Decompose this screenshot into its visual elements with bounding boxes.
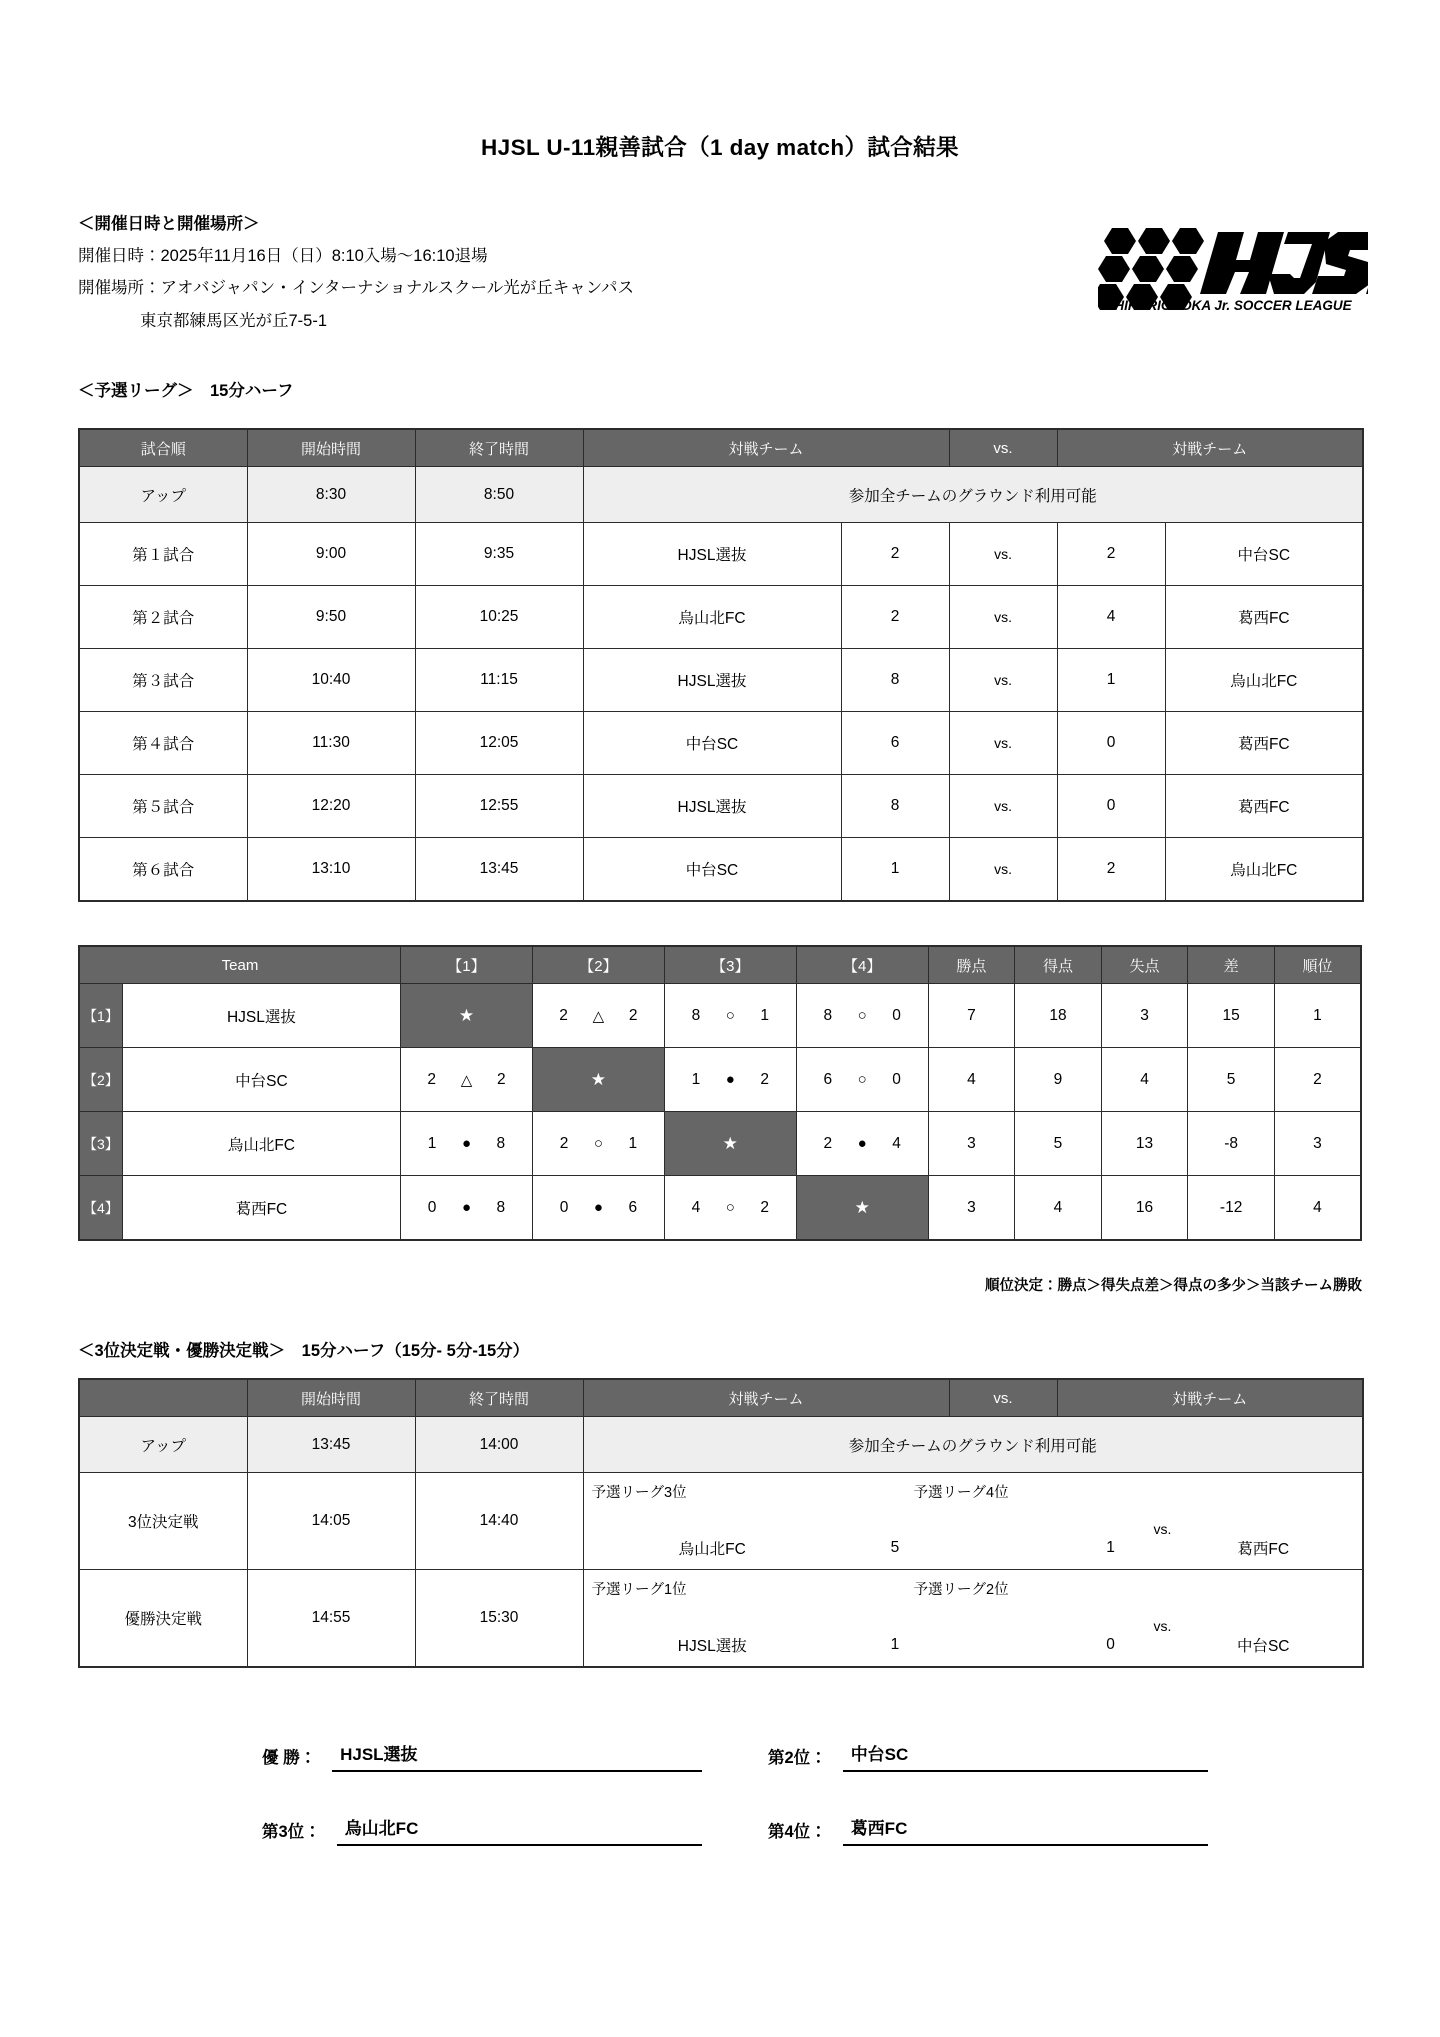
match-start: 9:50 [247,586,415,649]
result-cell [532,1112,664,1176]
col-team-a: 対戦チーム [583,429,949,467]
row-index: 【4】 [79,1176,122,1241]
preliminary-heading: ＜予選リーグ＞ 15分ハーフ [78,382,294,400]
page-title: HJSL U-11親善試合（1 day match）試合結果 [481,135,959,160]
row-points: 7 [928,984,1015,1048]
event-datetime: 開催日時：2025年11月16日（日）8:10入場～16:10退場 [78,247,488,266]
row-points: 4 [928,1048,1015,1112]
match-end: 12:55 [415,775,583,838]
row-rank: 3 [1274,1112,1361,1176]
match-order: 第１試合 [79,523,247,586]
match-score-b: 0 [1057,775,1165,838]
warmup-end: 14:00 [415,1417,583,1473]
col-opp-3: 【3】 [664,946,796,984]
row-diff: -12 [1188,1176,1275,1241]
result-mark-win-icon: ○ [857,1071,867,1088]
table-row [79,586,1363,649]
table-row [79,1570,1363,1668]
match-score-a: 8 [841,775,949,838]
award-value-line [843,1740,1208,1772]
row-team: 葛西FC [122,1176,400,1241]
result-ga: 1 [628,1134,638,1152]
row-points: 3 [928,1112,1015,1176]
match-order: 優勝決定戦 [79,1570,247,1668]
awards-row-bottom [78,1814,1362,1846]
result-mark-loss-icon: ● [593,1199,603,1216]
match-vs: vs. [949,712,1057,775]
result-gf: 0 [427,1198,437,1216]
match-score-a: 5 [890,1539,900,1556]
col-opp-4: 【4】 [796,946,928,984]
result-gf: 1 [427,1134,437,1152]
row-goals-against: 3 [1101,984,1188,1048]
result-cell [401,1112,533,1176]
match-vs: vs. [949,586,1057,649]
match-team-a: 烏山北FC [678,1541,746,1558]
result-ga: 8 [496,1198,506,1216]
match-team-b: 烏山北FC [1165,838,1363,902]
result-cell [796,1048,928,1112]
row-diff: -8 [1188,1112,1275,1176]
qualifier-caption-b: 予選リーグ4位 [913,1485,1009,1501]
table-row [79,1176,1361,1241]
warmup-note: 参加全チームのグラウンド利用可能 [583,1417,1363,1473]
col-end: 終了時間 [415,429,583,467]
col-goals-against: 失点 [1101,946,1188,984]
match-team-a: 中台SC [583,712,841,775]
award-value-line [332,1740,702,1772]
match-score-b: 0 [1106,1636,1115,1653]
match-order: 第６試合 [79,838,247,902]
match-start: 14:55 [247,1570,415,1668]
row-rank: 1 [1274,984,1361,1048]
row-points: 3 [928,1176,1015,1241]
result-self: ★ [664,1112,796,1176]
result-gf: 8 [823,1006,833,1024]
match-end: 13:45 [415,838,583,902]
match-detail-cell [583,1473,1363,1570]
result-gf: 1 [691,1070,701,1088]
table-header-row [79,429,1363,467]
result-cell [796,984,928,1048]
row-team: 中台SC [122,1048,400,1112]
match-start: 12:20 [247,775,415,838]
col-opp-2: 【2】 [532,946,664,984]
match-order: 第２試合 [79,586,247,649]
col-points: 勝点 [928,946,1015,984]
event-info-heading: ＜開催日時と開催場所＞ [78,215,260,233]
match-team-b: 中台SC [1236,1638,1290,1655]
warmup-start: 13:45 [247,1417,415,1473]
table-row [79,523,1363,586]
event-info [78,208,634,337]
hjsl-logo [1098,222,1368,314]
result-mark-loss-icon: ● [461,1135,471,1152]
match-start: 11:30 [247,712,415,775]
result-self: ★ [532,1048,664,1112]
qualifier-caption-b: 予選リーグ2位 [913,1582,1009,1598]
result-ga: 2 [496,1070,506,1088]
row-diff: 15 [1188,984,1275,1048]
award-value-line [337,1814,702,1846]
row-index: 【3】 [79,1112,122,1176]
match-end: 11:15 [415,649,583,712]
result-gf: 2 [559,1006,568,1024]
warmup-note: 参加全チームのグラウンド利用可能 [583,467,1363,523]
result-gf: 2 [427,1070,436,1088]
match-score-b: 2 [1057,838,1165,902]
match-order: 第４試合 [79,712,247,775]
result-cell [532,1176,664,1241]
warmup-end: 8:50 [415,467,583,523]
match-start: 10:40 [247,649,415,712]
match-score-a: 6 [841,712,949,775]
result-mark-win-icon: ○ [593,1135,603,1152]
table-row [79,1112,1361,1176]
match-score-a: 2 [841,586,949,649]
col-team-a: 対戦チーム [583,1379,949,1417]
match-score-b: 0 [1057,712,1165,775]
result-mark-draw-icon: △ [592,1007,605,1025]
table-row [79,775,1363,838]
col-start: 開始時間 [247,429,415,467]
result-ga: 2 [760,1070,769,1088]
match-vs: vs. [1153,1618,1172,1634]
award-team: 葛西FC [850,1819,908,1838]
result-cell [664,1048,796,1112]
row-rank: 4 [1274,1176,1361,1241]
col-end: 終了時間 [415,1379,583,1417]
result-ga: 1 [760,1006,769,1024]
result-mark-win-icon: ○ [857,1007,867,1024]
match-end: 9:35 [415,523,583,586]
result-ga: 2 [628,1006,638,1024]
match-team-a: HJSL選抜 [583,649,841,712]
table-row [79,984,1361,1048]
match-team-b: 葛西FC [1165,775,1363,838]
match-start: 13:10 [247,838,415,902]
result-ga: 8 [496,1134,506,1152]
award-label: 第4位： [768,1823,827,1841]
result-cell [664,984,796,1048]
match-order: 第３試合 [79,649,247,712]
col-vs: vs. [949,429,1057,467]
table-row [79,649,1363,712]
match-score-b: 4 [1057,586,1165,649]
result-mark-win-icon: ○ [725,1007,735,1024]
event-venue: 開催場所：アオバジャパン・インターナショナルスクール光が丘キャンパス [78,279,635,298]
match-vs: vs. [949,775,1057,838]
match-start: 9:00 [247,523,415,586]
match-vs: vs. [1153,1521,1172,1537]
match-score-b: 2 [1057,523,1165,586]
row-goals-for: 5 [1015,1112,1102,1176]
match-order: 第５試合 [79,775,247,838]
result-mark-loss-icon: ● [857,1135,867,1152]
award-team: HJSL選抜 [340,1745,418,1764]
match-score-a: 1 [841,838,949,902]
result-ga: 0 [892,1070,901,1088]
awards-section [78,1740,1362,1888]
result-gf: 4 [691,1198,701,1216]
result-gf: 2 [823,1134,833,1152]
col-team-b: 対戦チーム [1057,1379,1363,1417]
award-second-place [768,1740,1208,1772]
result-cell [532,984,664,1048]
match-start: 14:05 [247,1473,415,1570]
result-mark-draw-icon: △ [460,1071,473,1089]
result-self: ★ [401,984,533,1048]
qualifier-caption-a: 予選リーグ3位 [591,1485,687,1501]
col-order [79,1379,247,1417]
match-end: 15:30 [415,1570,583,1668]
match-vs: vs. [949,838,1057,902]
result-gf: 8 [691,1006,701,1024]
warmup-order: アップ [79,1417,247,1473]
match-score-a: 2 [841,523,949,586]
event-address: 東京都練馬区光が丘7-5-1 [140,311,328,330]
row-diff: 5 [1188,1048,1275,1112]
award-team: 烏山北FC [344,1819,419,1838]
match-team-a: HJSL選抜 [677,1638,747,1655]
match-vs: vs. [949,649,1057,712]
match-detail-cell [583,1570,1363,1668]
row-rank: 2 [1274,1048,1361,1112]
col-diff: 差 [1188,946,1275,984]
table-row [79,1473,1363,1570]
col-opp-1: 【1】 [401,946,533,984]
award-champion [262,1740,702,1772]
col-vs: vs. [949,1379,1057,1417]
result-gf: 0 [559,1198,569,1216]
row-goals-against: 13 [1101,1112,1188,1176]
result-ga: 6 [628,1198,638,1216]
match-team-b: 烏山北FC [1165,649,1363,712]
match-vs: vs. [949,523,1057,586]
match-end: 10:25 [415,586,583,649]
match-team-a: 烏山北FC [583,586,841,649]
row-goals-against: 4 [1101,1048,1188,1112]
qualifier-caption-a: 予選リーグ1位 [591,1582,687,1598]
final-round-schedule-table [78,1378,1364,1668]
award-label: 第2位： [768,1749,827,1767]
final-round-heading: ＜3位決定戦・優勝決定戦＞ 15分ハーフ（15分- 5分-15分） [78,1342,530,1360]
awards-row-top [78,1740,1362,1772]
result-ga: 2 [760,1198,769,1216]
table-row [79,838,1363,902]
row-index: 【1】 [79,984,122,1048]
match-score-a: 1 [890,1636,900,1653]
result-cell [401,1176,533,1241]
award-third-place [262,1814,702,1846]
col-goals-for: 得点 [1015,946,1102,984]
match-team-a: 中台SC [583,838,841,902]
col-team-b: 対戦チーム [1057,429,1363,467]
warmup-row [79,1417,1363,1473]
preliminary-schedule-table [78,428,1364,902]
match-team-b: 中台SC [1165,523,1363,586]
row-goals-against: 16 [1101,1176,1188,1241]
row-team: HJSL選抜 [122,984,400,1048]
result-cell [664,1176,796,1241]
result-ga: 4 [892,1134,901,1152]
col-rank: 順位 [1274,946,1361,984]
match-team-b: 葛西FC [1165,586,1363,649]
col-start: 開始時間 [247,1379,415,1417]
match-team-a: HJSL選抜 [583,775,841,838]
col-order: 試合順 [79,429,247,467]
hjsl-logo-icon [1098,222,1368,314]
match-end: 12:05 [415,712,583,775]
match-end: 14:40 [415,1473,583,1570]
result-mark-win-icon: ○ [725,1199,735,1216]
result-self: ★ [796,1176,928,1241]
match-score-b: 1 [1057,649,1165,712]
result-mark-loss-icon: ● [461,1199,471,1216]
warmup-start: 8:30 [247,467,415,523]
table-header-row [79,1379,1363,1417]
row-goals-for: 18 [1015,984,1102,1048]
result-ga: 0 [892,1006,901,1024]
award-label: 第3位： [262,1823,321,1841]
logo-tagline: HIKARIGAOKA Jr. SOCCER LEAGUE [1114,298,1352,313]
result-gf: 2 [559,1134,569,1152]
row-goals-for: 9 [1015,1048,1102,1112]
result-cell [401,1048,533,1112]
award-value-line [843,1814,1208,1846]
result-cell [796,1112,928,1176]
col-team: Team [79,946,401,984]
standings-table [78,945,1362,1241]
warmup-order: アップ [79,467,247,523]
match-score-b: 1 [1106,1539,1115,1556]
match-order: 3位決定戦 [79,1473,247,1570]
warmup-row [79,467,1363,523]
award-label: 優 勝： [262,1749,317,1767]
result-gf: 6 [823,1070,833,1088]
match-team-b: 葛西FC [1237,1541,1290,1558]
table-row [79,712,1363,775]
table-row [79,1048,1361,1112]
tiebreak-note: 順位決定：勝点＞得失点差＞得点の多少＞当該チーム勝敗 [985,1278,1362,1294]
match-team-b: 葛西FC [1165,712,1363,775]
result-mark-loss-icon: ● [725,1071,735,1088]
award-fourth-place [768,1814,1208,1846]
match-score-a: 8 [841,649,949,712]
row-index: 【2】 [79,1048,122,1112]
award-team: 中台SC [850,1745,909,1764]
match-team-a: HJSL選抜 [583,523,841,586]
table-header-row [79,946,1361,984]
row-team: 烏山北FC [122,1112,400,1176]
row-goals-for: 4 [1015,1176,1102,1241]
